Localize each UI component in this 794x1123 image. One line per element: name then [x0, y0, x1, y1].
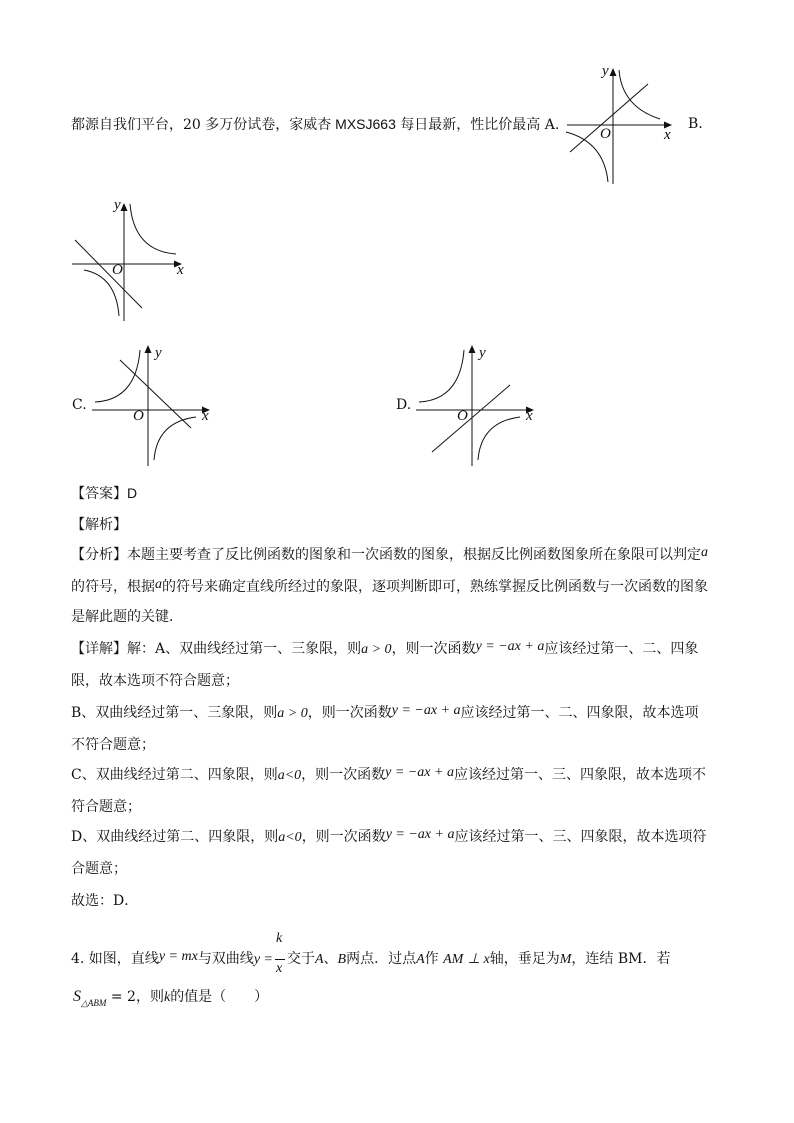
q4-with: 与双曲线: [197, 951, 254, 967]
q4-make: 作: [424, 951, 439, 967]
q4-fraction: [275, 931, 285, 978]
option-d-label: D.: [396, 397, 412, 413]
q4-point-b: B: [337, 952, 347, 967]
answer-line: [71, 486, 137, 501]
q4-point-a2: A: [416, 952, 425, 967]
graph-b: [70, 196, 200, 321]
detail-tag: 【详解】: [71, 641, 127, 657]
fenxi-text-2: 的符号，根据: [71, 579, 155, 595]
q4-eq2: = 2: [110, 989, 136, 1005]
graph-c-line: [120, 360, 191, 428]
detail-d-text-2: 应该经过第一、三、四象限，故本选项符: [454, 829, 707, 845]
answer-value: D: [127, 485, 138, 501]
analysis-tag: 【解析】: [71, 517, 127, 533]
fenxi-text-1: 本题主要考查了反比例函数的图象和一次函数的图象，根据反比例函数图象所在象限可以判定: [127, 547, 701, 563]
q4-am: AM: [443, 952, 464, 967]
q4-s-sub: △ABM: [81, 998, 107, 1008]
answer-tag: 【答案】: [71, 486, 127, 502]
detail-d-mid: ，则一次函数: [301, 829, 386, 845]
choose-line: 故选：D．: [71, 893, 139, 909]
graph-b-y-arrow: [121, 203, 128, 211]
detail-d-line-1: [71, 827, 707, 845]
detail-a-text-1: 解：A、双曲线经过第一、三象限，则: [127, 641, 362, 657]
detail-b-mid: ，则一次函数: [307, 705, 392, 721]
graph-c-y-label: y: [155, 345, 162, 361]
graph-c-x-label: x: [202, 408, 209, 424]
graph-c-hyperbola-q2: [95, 350, 140, 402]
q4-axis-text: 轴，垂足为: [489, 951, 560, 967]
header-code: MXSJ663: [335, 116, 396, 132]
q4-ask2: 的值是（ ）: [170, 989, 269, 1005]
detail-d-text-1: D、双曲线经过第二、四象限，则: [71, 829, 279, 845]
detail-a-cond: a > 0: [361, 642, 392, 657]
detail-b-line-1: [71, 703, 699, 721]
detail-c-text-2: 应该经过第一、三、四象限，故本选项不: [453, 767, 706, 783]
option-b-label: B.: [688, 116, 703, 132]
graph-b-origin: O: [112, 262, 123, 278]
graph-d-origin: O: [457, 408, 468, 424]
graph-a-y-label: y: [602, 63, 609, 79]
graph-a-y-arrow: [610, 68, 617, 76]
graph-d-hyperbola-q2: [419, 350, 464, 402]
graph-d-y-label: y: [479, 345, 486, 361]
q4-perp: ⊥ x: [467, 952, 490, 967]
q4-line-1: [71, 931, 671, 978]
graph-c-origin: O: [133, 408, 144, 424]
fenxi-line-3: 是解此题的关键．: [71, 609, 183, 625]
detail-d-cond: a<0: [278, 830, 302, 845]
graph-d-hyperbola-q4: [478, 417, 520, 460]
q4-ask1: ，则: [135, 989, 164, 1005]
graph-d: [414, 342, 544, 467]
fenxi-text-3: 的符号来确定直线所经过的象限，逐项判断即可，熟练掌握反比例函数与一次函数的图象: [162, 579, 708, 595]
detail-c-func: y = −ax + a: [385, 765, 454, 780]
detail-c-cond: a<0: [277, 768, 302, 783]
q4-frac-num: k: [275, 931, 283, 946]
detail-c-line-2: 符合题意；: [71, 799, 141, 815]
fenxi-tag: 【分析】: [71, 547, 127, 563]
q4-point-a: A: [314, 952, 324, 967]
graph-a: [562, 62, 682, 187]
detail-b-func: y = −ax + a: [391, 703, 461, 718]
q4-y-eq: y =: [253, 952, 273, 967]
q4-num: 4. 如图，直线: [71, 951, 159, 967]
detail-a-line-2: 限，故本选项不符合题意；: [71, 673, 239, 689]
detail-c-line-1: [71, 765, 706, 783]
q4-line-eq: y = mx: [158, 949, 198, 964]
graph-c: [90, 342, 220, 467]
q4-intersect: 交于: [286, 951, 315, 967]
detail-c-text-1: C、双曲线经过第二、四象限，则: [71, 767, 278, 783]
graph-b-x-label: x: [177, 262, 184, 278]
q4-frac-bar: [275, 959, 285, 960]
q4-frac-den: x: [275, 961, 283, 976]
fenxi-var-a-2: a: [155, 577, 162, 592]
detail-a-mid: ，则一次函数: [391, 641, 476, 657]
detail-b-line-2: 不符合题意；: [71, 737, 155, 753]
graph-c-y-arrow: [145, 345, 152, 353]
header-suffix: 每日最新，性比价最高 A.: [400, 117, 560, 133]
detail-d-line-2: 合题意；: [71, 861, 127, 877]
graph-d-x-label: x: [526, 408, 533, 424]
detail-d-func: y = −ax + a: [385, 827, 455, 842]
graph-b-hyperbola-q1: [130, 204, 176, 254]
q4-connect: ，连结 BM．若: [571, 951, 671, 967]
detail-c-mid: ，则一次函数: [301, 767, 386, 783]
q4-m: M: [559, 952, 572, 967]
graph-c-hyperbola-q4: [154, 417, 196, 460]
q4-line-2: [73, 988, 269, 1008]
header-line: [71, 117, 559, 132]
graph-d-y-arrow: [469, 345, 476, 353]
detail-b-cond: a > 0: [277, 706, 308, 721]
q4-points-text: 两点．过点: [346, 951, 417, 967]
q4-sep: 、: [323, 951, 338, 967]
detail-a-func: y = −ax + a: [475, 639, 545, 654]
header-prefix: 都源自我们平台，20 多万份试卷，家威杏: [71, 117, 332, 133]
detail-a-line-1: [71, 639, 699, 657]
graph-b-line: [75, 240, 142, 308]
q4-k2: k: [163, 990, 171, 1005]
detail-b-text-2: 应该经过第一、二、四象限，故本选项: [460, 705, 699, 721]
graph-d-line: [432, 385, 510, 452]
fenxi-var-a: a: [701, 545, 708, 560]
detail-b-text-1: B、双曲线经过第一、三象限，则: [71, 705, 278, 721]
graph-a-origin: O: [600, 126, 611, 142]
detail-a-text-2: 应该经过第一、二、四象: [544, 641, 699, 657]
option-c-label: C.: [72, 397, 87, 413]
graph-b-y-label: y: [114, 197, 121, 213]
graph-a-x-label: x: [664, 127, 671, 143]
q4-s: S: [73, 988, 81, 1005]
graph-a-hyperbola-q1: [619, 70, 660, 119]
fenxi-line-1: [71, 545, 708, 563]
fenxi-line-2: [71, 577, 708, 595]
